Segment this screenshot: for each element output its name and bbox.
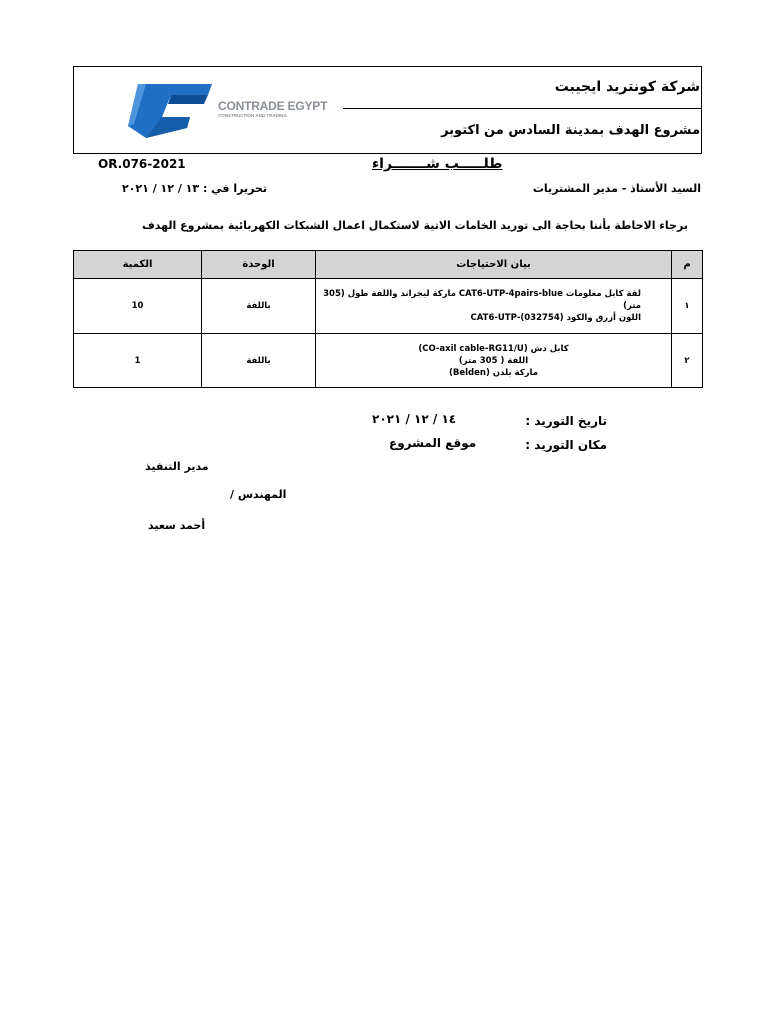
description-line: كابل دش (CO-axil cable-RG11/U) <box>418 343 569 354</box>
header-description: بيان الاحتياجات <box>316 251 672 279</box>
table-header-row <box>74 251 703 279</box>
addressee: السيد الأستاذ - مدير المشتريات <box>532 182 701 195</box>
row-number: ٢ <box>672 334 703 388</box>
description-line: اللفة ( 305 متر) <box>458 355 529 366</box>
row-quantity: 10 <box>74 279 202 334</box>
engineer-label: المهندس / <box>230 488 287 501</box>
row-description <box>316 334 672 388</box>
description-line: لفة كابل معلومات CAT6-UTP-4pairs-blue ماركة ليجراند واللفة طول (305 متر) <box>323 289 641 311</box>
row-number: ١ <box>672 279 703 334</box>
header-no: م <box>672 251 703 279</box>
project-name: مشروع الهدف بمدينة السادس من اكتوبر <box>441 123 700 138</box>
intro-text: برجاء الاحاطة بأننا بحاجة الى توريد الخامات الاتية لاستكمال اعمال الشبكات الكهربائية بمشروع الهدف <box>142 219 688 232</box>
requirements-table <box>73 250 703 388</box>
logo-text: CONTRADE EGYPT <box>218 99 328 113</box>
manager-title: مدير التنفيذ <box>145 460 209 473</box>
row-unit: باللفة <box>202 279 316 334</box>
row-description <box>316 279 672 334</box>
reference-number: OR.076-2021 <box>98 157 186 171</box>
row-unit: باللفة <box>202 334 316 388</box>
row-quantity: 1 <box>74 334 202 388</box>
engineer-name: أحمد سعيد <box>148 519 206 532</box>
delivery-date-value: ١٤ / ١٢ / ٢٠٢١ <box>372 412 457 426</box>
header-unit: الوحدة <box>202 251 316 279</box>
company-name: شركة كونتريد ايجيبت <box>554 79 700 95</box>
header-divider <box>343 108 702 109</box>
delivery-date-label: تاريخ التوريد : <box>525 414 607 428</box>
document-title: طلـــــب شـــــــراء <box>372 156 503 172</box>
delivery-place-value: موقع المشروع <box>389 436 477 450</box>
logo-subtext: CONSTRUCTION AND TRADING <box>218 113 287 118</box>
company-logo-icon <box>124 82 214 138</box>
description-line: ماركة بلدن (Belden) <box>448 367 539 378</box>
delivery-place-label: مكان التوريد : <box>525 438 607 452</box>
description-line: اللون أزرق والكود (032754)-CAT6-UTP <box>470 313 641 323</box>
header-quantity: الكمية <box>74 251 202 279</box>
table-row <box>74 334 703 388</box>
issue-date: تحريرا في : ١٣ / ١٢ / ٢٠٢١ <box>122 182 267 195</box>
table-row <box>74 279 703 334</box>
